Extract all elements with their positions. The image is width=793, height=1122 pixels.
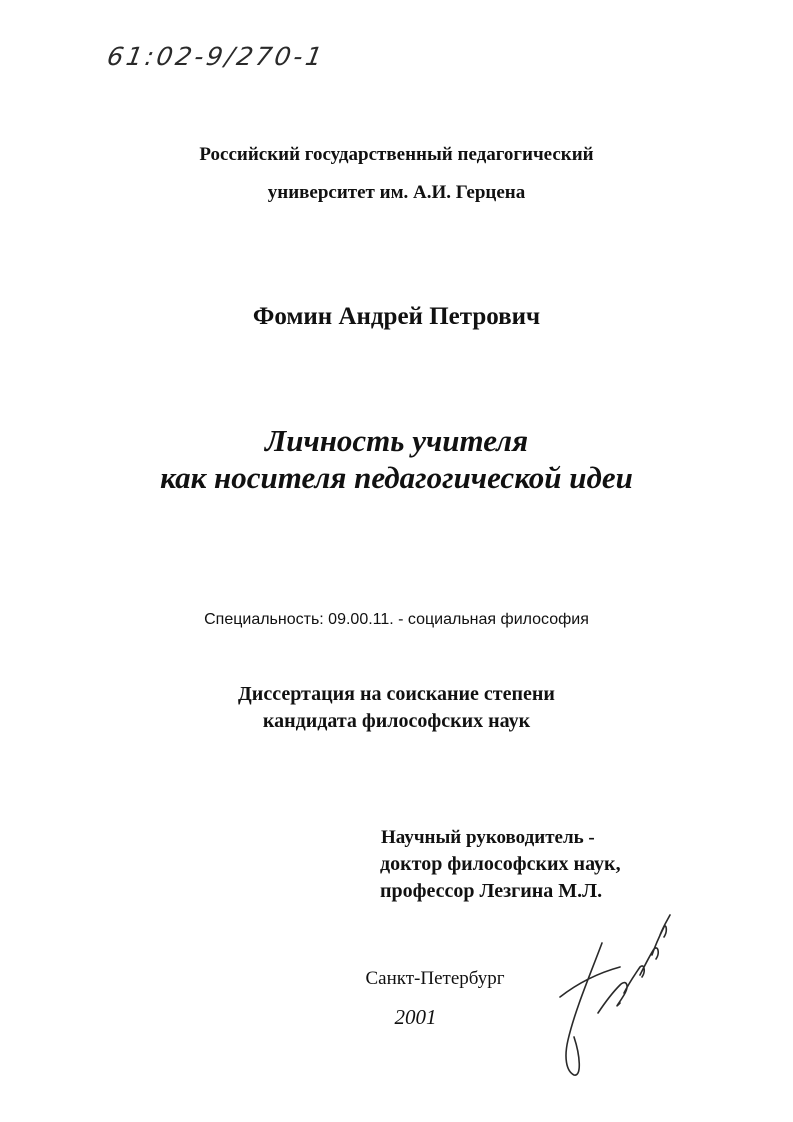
supervisor-line-1: Научный руководитель - [381,827,595,848]
handwritten-signature [540,905,680,1085]
city: Санкт-Петербург [365,968,505,989]
dissertation-line-2: кандидата философских наук [262,710,531,732]
supervisor-line-3: профессор Лезгина М.Л. [380,880,603,902]
university-line-2: университет им. А.И. Герцена [267,182,526,203]
title-line-2: как носителя педагогической идеи [160,460,633,495]
author-name: Фомин Андрей Петрович [252,303,541,330]
supervisor-line-2: доктор философских наук, [380,853,621,875]
title-line-1: Личность учителя [264,423,529,458]
dissertation-line-1: Диссертация на соискание степени [238,683,555,705]
catalog-code: 61:02-9/270-1 [105,42,328,71]
specialty-line: Специальность: 09.00.11. - социальная философия [204,611,589,628]
year: 2001 [394,1005,437,1029]
university-line-1: Российский государственный педагогический [199,144,594,165]
